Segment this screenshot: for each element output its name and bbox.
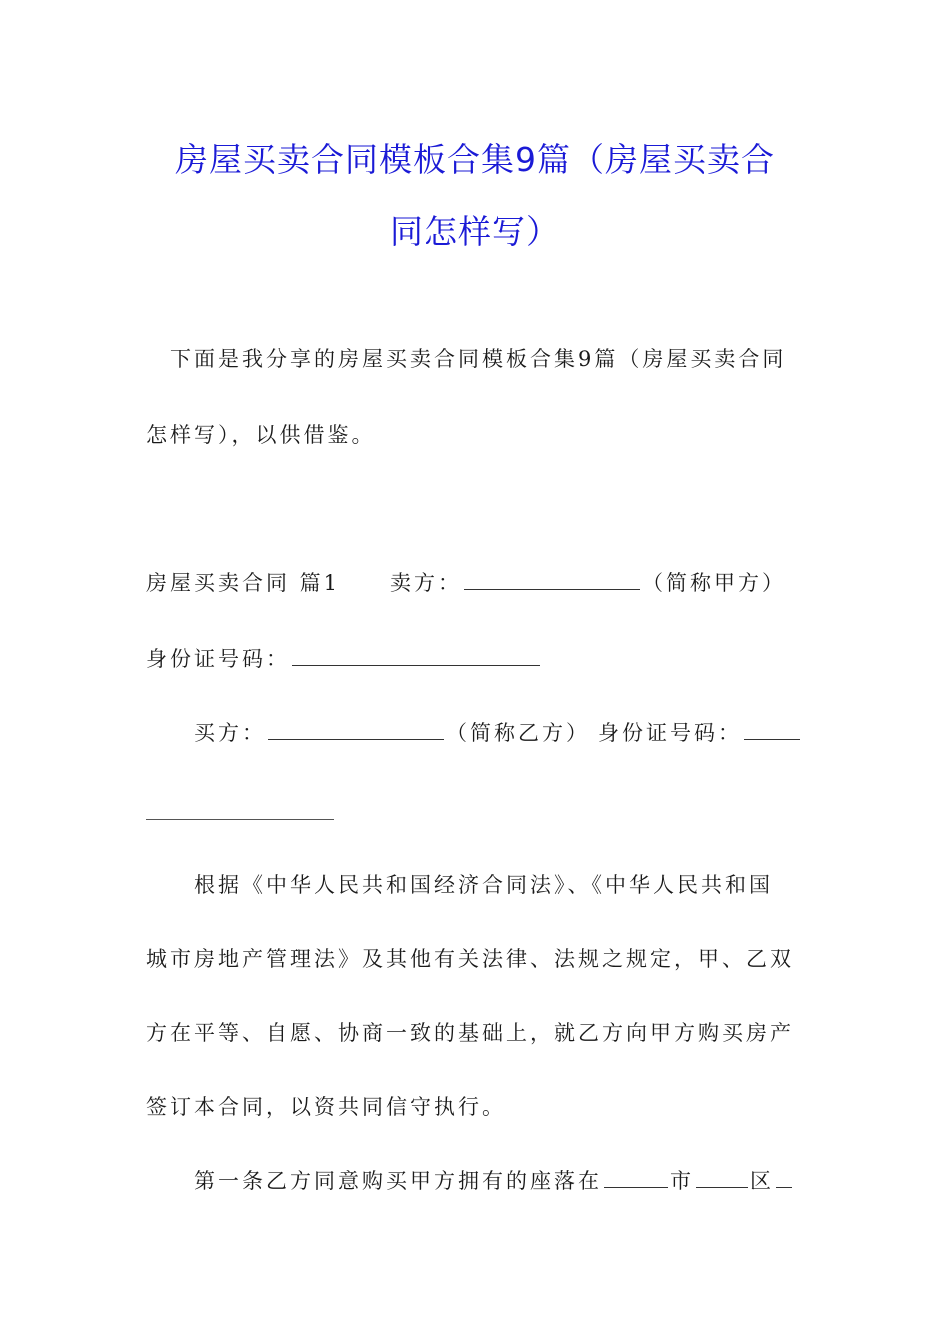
buyer-line	[194, 718, 802, 748]
buyer-id-blank	[744, 719, 800, 740]
buyer-label: 买方：	[194, 721, 266, 745]
seller-line	[146, 568, 786, 598]
buyer-id-label: 身份证号码：	[598, 721, 742, 745]
para1-line-2: 城市房地产管理法》及其他有关法律、法规之规定，甲、乙双	[146, 947, 794, 971]
document-title-line-1: 房屋买卖合同模板合集9篇（房屋买卖合	[175, 140, 775, 179]
address-blank	[776, 1167, 792, 1188]
seller-id-blank	[292, 645, 540, 666]
buyer-id-blank-continued	[146, 818, 334, 820]
seller-id-label: 身份证号码：	[146, 647, 290, 671]
article-1-prefix: 第一条乙方同意购买甲方拥有的座落在	[194, 1169, 602, 1193]
article-1-district: 区	[750, 1169, 774, 1193]
article-1-line	[194, 1166, 794, 1196]
para1-line-4: 签订本合同，以资共同信守执行。	[146, 1095, 506, 1119]
buyer-suffix: （简称乙方）	[446, 721, 590, 745]
district-blank	[696, 1167, 748, 1188]
document-title-line-2: 同怎样写）	[390, 212, 560, 251]
article-1-city: 市	[670, 1169, 694, 1193]
seller-label: 卖方：	[390, 571, 463, 595]
seller-suffix: （简称甲方）	[642, 571, 787, 595]
para1-line-1: 根据《中华人民共和国经济合同法》、《中华人民共和国	[194, 873, 773, 897]
intro-line-1: 下面是我分享的房屋买卖合同模板合集9篇（房屋买卖合同	[170, 347, 787, 371]
para1-line-3: 方在平等、自愿、协商一致的基础上，就乙方向甲方购买房产	[146, 1021, 794, 1045]
intro-line-2: 怎样写），以供借鉴。	[146, 423, 376, 447]
contract-heading: 房屋买卖合同 篇1	[146, 571, 341, 595]
city-blank	[604, 1167, 668, 1188]
seller-id-line	[146, 644, 542, 674]
seller-name-blank	[464, 569, 640, 590]
buyer-name-blank	[268, 719, 444, 740]
